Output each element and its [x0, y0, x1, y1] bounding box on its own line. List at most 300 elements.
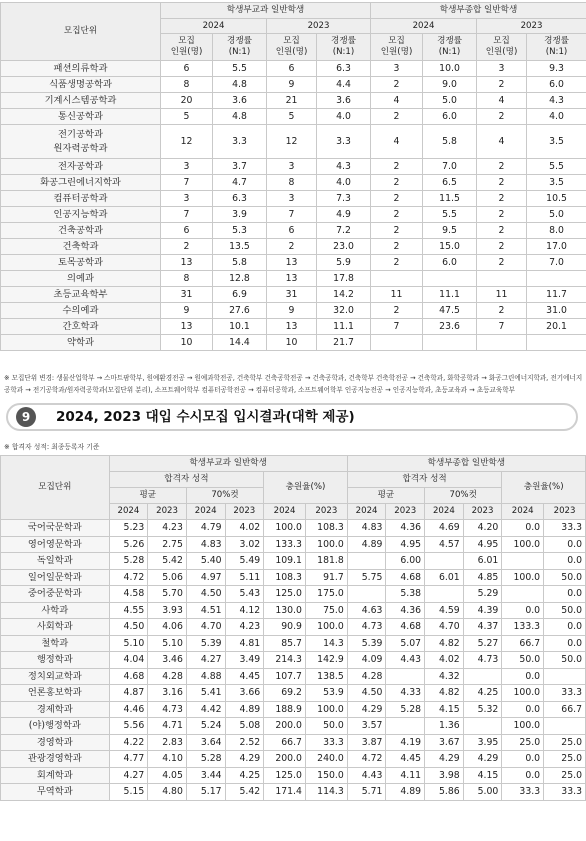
table-row	[1, 602, 586, 619]
recruit-count-cell: 2	[477, 109, 527, 125]
cut70-2024-cell: 4.59	[425, 602, 464, 619]
avg-2023-cell: 4.43	[386, 652, 425, 669]
competition-ratio-cell: 23.6	[423, 319, 477, 335]
recruit-count-cell: 2	[161, 239, 213, 255]
table-row	[1, 635, 586, 652]
table-row	[1, 335, 586, 351]
competition-ratio-cell: 4.0	[527, 109, 586, 125]
fill-rate-2024-cell: 130.0	[264, 602, 306, 619]
avg-2023-cell: 4.06	[148, 619, 187, 636]
cut70-2023-cell: 5.49	[225, 553, 264, 570]
fill-rate-2023-cell: 108.3	[305, 520, 347, 537]
avg-2024-cell: 4.22	[109, 734, 148, 751]
cut70-2024-cell: 4.50	[186, 586, 225, 603]
avg-2023-cell: 4.45	[386, 751, 425, 768]
avg-2023-cell: 5.38	[386, 586, 425, 603]
avg-2023-cell: 5.06	[148, 569, 187, 586]
avg-2023-cell	[386, 718, 425, 735]
fill-rate-2023-cell: 0.0	[544, 586, 586, 603]
department-name: 수의예과	[1, 303, 161, 319]
recruit-count-cell: 7	[161, 207, 213, 223]
avg-2023-cell: 4.36	[386, 520, 425, 537]
department-name: 토목공학과	[1, 255, 161, 271]
header-cut70: 70%컷	[425, 488, 502, 504]
fill-rate-2023-cell: 25.0	[544, 734, 586, 751]
recruit-count-cell: 13	[267, 319, 317, 335]
header-year-2024: 2024	[371, 19, 477, 34]
fill-rate-2023-cell	[544, 718, 586, 735]
fill-rate-2023-cell: 240.0	[305, 751, 347, 768]
table-row	[1, 536, 586, 553]
recruit-count-cell: 12	[267, 125, 317, 159]
fill-rate-2024-cell: 0.0	[502, 668, 544, 685]
header-group-gyogwa: 학생부교과 일반학생	[161, 3, 371, 19]
cut70-2024-cell: 4.27	[186, 652, 225, 669]
competition-ratio-cell: 4.7	[213, 175, 267, 191]
table-row	[1, 61, 586, 77]
recruit-count-cell: 6	[161, 223, 213, 239]
recruit-count-cell: 3	[161, 159, 213, 175]
avg-2023-cell: 4.33	[386, 685, 425, 702]
table-row	[1, 668, 586, 685]
avg-2023-cell: 4.71	[148, 718, 187, 735]
competition-ratio-cell	[423, 335, 477, 351]
header-recruit-count: 모집 인원(명)	[477, 34, 527, 61]
recruit-count-cell: 4	[477, 125, 527, 159]
competition-ratio-cell: 17.8	[317, 271, 371, 287]
recruit-count-cell: 9	[161, 303, 213, 319]
recruit-count-cell: 4	[371, 125, 423, 159]
table-row	[1, 77, 586, 93]
cut70-2024-cell: 3.44	[186, 767, 225, 784]
fill-rate-2024-cell: 200.0	[264, 751, 306, 768]
competition-ratio-cell: 3.7	[213, 159, 267, 175]
competition-ratio-cell: 5.5	[527, 159, 586, 175]
section-number: 9	[16, 407, 36, 427]
competition-ratio-cell: 8.0	[527, 223, 586, 239]
competition-ratio-cell: 4.0	[317, 175, 371, 191]
results-table-body	[1, 520, 586, 801]
cut70-2023-cell: 3.66	[225, 685, 264, 702]
fill-rate-2023-cell: 33.3	[305, 734, 347, 751]
cut70-2023-cell: 4.29	[463, 751, 502, 768]
header-year-2023: 2023	[148, 504, 187, 520]
avg-2023-cell: 3.46	[148, 652, 187, 669]
competition-ratio-cell: 3.6	[317, 93, 371, 109]
fill-rate-2024-cell: 100.0	[502, 569, 544, 586]
header-competition-ratio: 경쟁률 (N:1)	[527, 34, 586, 61]
cut70-2023-cell: 4.12	[225, 602, 264, 619]
table-row	[1, 553, 586, 570]
department-name: 언론홍보학과	[1, 685, 110, 702]
competition-ratio-cell: 6.9	[213, 287, 267, 303]
competition-ratio-cell: 5.5	[423, 207, 477, 223]
department-name: 초등교육학부	[1, 287, 161, 303]
fill-rate-2024-cell: 0.0	[502, 520, 544, 537]
cut70-2023-cell: 4.81	[225, 635, 264, 652]
cut70-2023-cell: 3.49	[225, 652, 264, 669]
cut70-2024-cell: 4.51	[186, 602, 225, 619]
competition-ratio-cell: 4.8	[213, 109, 267, 125]
avg-2024-cell	[347, 553, 386, 570]
avg-2024-cell: 5.10	[109, 635, 148, 652]
fill-rate-2023-cell: 50.0	[544, 569, 586, 586]
recruit-count-cell: 2	[371, 239, 423, 255]
cut70-2024-cell: 5.40	[186, 553, 225, 570]
competition-ratio-cell: 3.3	[317, 125, 371, 159]
competition-ratio-cell: 32.0	[317, 303, 371, 319]
recruit-count-cell: 31	[267, 287, 317, 303]
fill-rate-2024-cell	[502, 553, 544, 570]
department-name: 컴퓨터공학과	[1, 191, 161, 207]
competition-ratio-cell: 10.0	[423, 61, 477, 77]
header-year-2023: 2023	[305, 504, 347, 520]
fill-rate-2024-cell: 0.0	[502, 751, 544, 768]
table-row	[1, 125, 586, 159]
header-competition-ratio: 경쟁률 (N:1)	[213, 34, 267, 61]
avg-2023-cell: 3.93	[148, 602, 187, 619]
fill-rate-2023-cell: 50.0	[544, 602, 586, 619]
fill-rate-2024-cell: 0.0	[502, 602, 544, 619]
competition-ratio-cell: 15.0	[423, 239, 477, 255]
avg-2024-cell: 4.29	[347, 701, 386, 718]
fill-rate-2024-cell: 100.0	[264, 520, 306, 537]
avg-2023-cell: 5.07	[386, 635, 425, 652]
cut70-2024-cell: 4.69	[425, 520, 464, 537]
table-row	[1, 701, 586, 718]
competition-ratio-cell: 4.4	[317, 77, 371, 93]
cut70-2023-cell: 6.01	[463, 553, 502, 570]
competition-ratio-cell: 6.0	[423, 255, 477, 271]
recruit-count-cell: 10	[267, 335, 317, 351]
competition-ratio-cell: 9.0	[423, 77, 477, 93]
table-row	[1, 619, 586, 636]
fill-rate-2023-cell: 50.0	[544, 652, 586, 669]
recruit-count-cell: 8	[267, 175, 317, 191]
competition-ratio-cell: 7.0	[423, 159, 477, 175]
table-row	[1, 175, 586, 191]
department-name: 행정학과	[1, 652, 110, 669]
recruit-count-cell: 10	[161, 335, 213, 351]
competition-ratio-cell: 13.5	[213, 239, 267, 255]
recruit-count-cell: 21	[267, 93, 317, 109]
competition-ratio-cell: 4.0	[317, 109, 371, 125]
results-table-header	[1, 456, 586, 520]
avg-2024-cell: 4.72	[109, 569, 148, 586]
avg-2023-cell: 2.75	[148, 536, 187, 553]
avg-2024-cell: 5.75	[347, 569, 386, 586]
header-cut70: 70%컷	[186, 488, 263, 504]
header-unit: 모집단위	[1, 3, 161, 61]
recruit-count-cell: 7	[371, 319, 423, 335]
competition-table-body	[1, 61, 586, 351]
cut70-2024-cell: 4.15	[425, 701, 464, 718]
competition-ratio-cell: 7.2	[317, 223, 371, 239]
table-row	[1, 718, 586, 735]
recruit-count-cell: 5	[161, 109, 213, 125]
recruit-count-cell: 20	[161, 93, 213, 109]
department-name: 국어국문학과	[1, 520, 110, 537]
competition-ratio-cell: 14.2	[317, 287, 371, 303]
cut70-2024-cell: 6.01	[425, 569, 464, 586]
avg-2024-cell	[347, 586, 386, 603]
table-row	[1, 207, 586, 223]
cut70-2024-cell: 5.28	[186, 751, 225, 768]
competition-ratio-cell: 47.5	[423, 303, 477, 319]
cut70-2023-cell: 5.32	[463, 701, 502, 718]
competition-ratio-cell: 21.7	[317, 335, 371, 351]
avg-2024-cell: 4.04	[109, 652, 148, 669]
department-name: 일어일문학과	[1, 569, 110, 586]
cut70-2024-cell: 5.17	[186, 784, 225, 801]
competition-ratio-cell: 4.9	[317, 207, 371, 223]
header-year-2024: 2024	[186, 504, 225, 520]
cut70-2023-cell: 4.73	[463, 652, 502, 669]
header-year-2023: 2023	[544, 504, 586, 520]
competition-ratio-cell: 4.3	[317, 159, 371, 175]
fill-rate-2024-cell: 90.9	[264, 619, 306, 636]
competition-ratio-cell: 4.3	[527, 93, 586, 109]
fill-rate-2024-cell: 171.4	[264, 784, 306, 801]
competition-ratio-cell: 3.3	[213, 125, 267, 159]
avg-2024-cell: 4.50	[347, 685, 386, 702]
department-name: 철학과	[1, 635, 110, 652]
department-name: 사학과	[1, 602, 110, 619]
section-header	[6, 403, 578, 431]
department-name: 건축공학과	[1, 223, 161, 239]
recruit-count-cell: 7	[477, 319, 527, 335]
recruit-count-cell: 2	[371, 255, 423, 271]
header-competition-ratio: 경쟁률 (N:1)	[317, 34, 371, 61]
header-year-2024: 2024	[109, 504, 148, 520]
department-name: 전자공학과	[1, 159, 161, 175]
department-name: 전기공학과	[58, 128, 103, 140]
cut70-2024-cell: 5.24	[186, 718, 225, 735]
cut70-2024-cell: 4.42	[186, 701, 225, 718]
competition-ratio-cell: 11.5	[423, 191, 477, 207]
competition-ratio-cell: 5.9	[317, 255, 371, 271]
competition-ratio-cell: 7.3	[317, 191, 371, 207]
fill-rate-2024-cell: 100.0	[502, 718, 544, 735]
avg-2024-cell: 4.46	[109, 701, 148, 718]
header-year-2023: 2023	[386, 504, 425, 520]
competition-ratio-cell: 6.0	[527, 77, 586, 93]
fill-rate-2024-cell: 214.3	[264, 652, 306, 669]
department-name: 의예과	[1, 271, 161, 287]
table-row	[1, 319, 586, 335]
department-name: 식품생명공학과	[1, 77, 161, 93]
avg-2023-cell	[386, 668, 425, 685]
cut70-2023-cell: 5.11	[225, 569, 264, 586]
header-year-2023: 2023	[477, 19, 586, 34]
fill-rate-2024-cell: 100.0	[502, 536, 544, 553]
avg-2024-cell: 4.28	[347, 668, 386, 685]
department-name: (야)행정학과	[1, 718, 110, 735]
header-fill-rate: 충원율(%)	[264, 472, 348, 504]
avg-2023-cell: 2.83	[148, 734, 187, 751]
avg-2023-cell: 4.73	[148, 701, 187, 718]
competition-ratio-cell: 3.5	[527, 125, 586, 159]
recruit-count-cell: 2	[371, 109, 423, 125]
recruit-count-cell: 3	[267, 159, 317, 175]
header-score: 합격자 성적	[347, 472, 502, 488]
avg-2023-cell: 4.19	[386, 734, 425, 751]
table-row	[1, 93, 586, 109]
recruit-count-cell: 5	[267, 109, 317, 125]
competition-ratio-cell: 11.7	[527, 287, 586, 303]
fill-rate-2023-cell: 25.0	[544, 767, 586, 784]
avg-2024-cell: 5.71	[347, 784, 386, 801]
fill-rate-2023-cell: 91.7	[305, 569, 347, 586]
recruit-count-cell: 2	[267, 239, 317, 255]
recruit-count-cell: 2	[477, 191, 527, 207]
avg-2024-cell: 5.26	[109, 536, 148, 553]
cut70-2024-cell: 4.57	[425, 536, 464, 553]
fill-rate-2023-cell: 100.0	[305, 536, 347, 553]
fill-rate-2024-cell: 133.3	[264, 536, 306, 553]
recruit-count-cell: 6	[267, 61, 317, 77]
avg-2024-cell: 4.43	[347, 767, 386, 784]
fill-rate-2023-cell: 0.0	[544, 619, 586, 636]
department-name: 영어영문학과	[1, 536, 110, 553]
cut70-2024-cell: 4.70	[425, 619, 464, 636]
competition-ratio-cell: 23.0	[317, 239, 371, 255]
competition-ratio-cell: 5.0	[527, 207, 586, 223]
fill-rate-2024-cell: 66.7	[264, 734, 306, 751]
fill-rate-2024-cell: 25.0	[502, 734, 544, 751]
fill-rate-2024-cell: 0.0	[502, 767, 544, 784]
recruit-count-cell: 9	[267, 303, 317, 319]
recruit-count-cell: 9	[267, 77, 317, 93]
avg-2024-cell: 5.56	[109, 718, 148, 735]
recruit-count-cell: 2	[371, 223, 423, 239]
header-recruit-count: 모집 인원(명)	[371, 34, 423, 61]
competition-ratio-cell: 7.0	[527, 255, 586, 271]
competition-ratio-cell: 10.5	[527, 191, 586, 207]
cut70-2023-cell: 4.45	[225, 668, 264, 685]
avg-2023-cell: 5.10	[148, 635, 187, 652]
cut70-2024-cell: 4.97	[186, 569, 225, 586]
table-row	[1, 191, 586, 207]
cut70-2023-cell: 4.25	[463, 685, 502, 702]
fill-rate-2023-cell: 142.9	[305, 652, 347, 669]
avg-2023-cell: 4.95	[386, 536, 425, 553]
table-row	[1, 569, 586, 586]
department-cell	[1, 125, 161, 159]
fill-rate-2024-cell: 50.0	[502, 652, 544, 669]
cut70-2023-cell: 4.89	[225, 701, 264, 718]
header-year-2024: 2024	[425, 504, 464, 520]
fill-rate-2024-cell: 188.9	[264, 701, 306, 718]
table-row	[1, 751, 586, 768]
table-row	[1, 685, 586, 702]
competition-ratio-cell: 17.0	[527, 239, 586, 255]
score-basis-note: ※ 합격자 성적: 최종등록자 기준	[4, 443, 100, 451]
cut70-2024-cell: 4.02	[425, 652, 464, 669]
recruit-count-cell: 6	[267, 223, 317, 239]
avg-2024-cell: 5.39	[347, 635, 386, 652]
recruit-count-cell: 4	[477, 93, 527, 109]
department-name: 회계학과	[1, 767, 110, 784]
fill-rate-2023-cell: 75.0	[305, 602, 347, 619]
cut70-2023-cell: 4.23	[225, 619, 264, 636]
avg-2024-cell: 3.87	[347, 734, 386, 751]
avg-2023-cell: 5.28	[386, 701, 425, 718]
avg-2023-cell: 4.36	[386, 602, 425, 619]
recruit-count-cell: 3	[371, 61, 423, 77]
competition-ratio-cell: 11.1	[423, 287, 477, 303]
cut70-2023-cell: 4.15	[463, 767, 502, 784]
cut70-2023-cell	[463, 668, 502, 685]
table-row	[1, 767, 586, 784]
department-name: 사회학과	[1, 619, 110, 636]
recruit-count-cell	[371, 335, 423, 351]
avg-2024-cell: 4.27	[109, 767, 148, 784]
fill-rate-2023-cell: 0.0	[544, 536, 586, 553]
fill-rate-2023-cell	[544, 668, 586, 685]
recruit-count-cell: 2	[371, 77, 423, 93]
table-row	[1, 652, 586, 669]
recruit-count-cell: 2	[371, 175, 423, 191]
fill-rate-2023-cell: 0.0	[544, 553, 586, 570]
avg-2023-cell: 4.28	[148, 668, 187, 685]
competition-ratio-cell: 10.1	[213, 319, 267, 335]
recruit-count-cell: 13	[161, 255, 213, 271]
results-table	[0, 455, 586, 801]
competition-ratio-cell	[423, 271, 477, 287]
avg-2024-cell: 4.63	[347, 602, 386, 619]
fill-rate-2024-cell	[502, 586, 544, 603]
table-row	[1, 734, 586, 751]
recruit-count-cell: 7	[267, 207, 317, 223]
avg-2023-cell: 3.16	[148, 685, 187, 702]
fill-rate-2024-cell: 100.0	[502, 685, 544, 702]
cut70-2024-cell: 3.64	[186, 734, 225, 751]
competition-ratio-cell: 4.8	[213, 77, 267, 93]
competition-ratio-cell: 3.5	[527, 175, 586, 191]
header-group-jonghap: 학생부종합 일반학생	[371, 3, 586, 19]
fill-rate-2024-cell: 125.0	[264, 767, 306, 784]
cut70-2024-cell: 4.82	[425, 635, 464, 652]
table-row	[1, 239, 586, 255]
competition-table	[0, 2, 586, 351]
header-group-jonghap: 학생부종합 일반학생	[347, 456, 585, 472]
avg-2024-cell: 4.55	[109, 602, 148, 619]
avg-2023-cell: 5.42	[148, 553, 187, 570]
competition-ratio-cell: 5.3	[213, 223, 267, 239]
cut70-2024-cell: 4.88	[186, 668, 225, 685]
recruit-count-cell: 31	[161, 287, 213, 303]
fill-rate-2024-cell: 66.7	[502, 635, 544, 652]
recruit-count-cell: 2	[477, 175, 527, 191]
table-row	[1, 271, 586, 287]
recruit-count-cell: 13	[267, 255, 317, 271]
header-group-gyogwa: 학생부교과 일반학생	[109, 456, 347, 472]
recruit-count-cell: 2	[477, 207, 527, 223]
recruit-count-cell: 11	[477, 287, 527, 303]
department-change-note: ※ 모집단위 변경: 생물산업학부 → 스마트팜학부, 원예환경전공 → 원예과학전공, 건축학부 건축공학전공 → 건축공학과, 건축학부 건축학전공 → 건축학과, 화학공학과 → 화공그린에너지학과, 전기에너지공학과 → 전기공학과/원자력공학과(모집단위 분리), 소프트웨어학부 컴퓨터공학전공 → 컴퓨터공학과, 소프트웨어학부 인공지능전공 → 인공지능학과, 초등교육과 → 초등교육학부	[4, 374, 583, 394]
cut70-2023-cell: 4.37	[463, 619, 502, 636]
department-name: 중어중문학과	[1, 586, 110, 603]
recruit-count-cell: 2	[371, 191, 423, 207]
department-name: 인공지능학과	[1, 207, 161, 223]
fill-rate-2023-cell: 33.3	[544, 520, 586, 537]
competition-ratio-cell: 5.0	[423, 93, 477, 109]
avg-2023-cell: 4.89	[386, 784, 425, 801]
recruit-count-cell	[477, 335, 527, 351]
avg-2024-cell: 4.89	[347, 536, 386, 553]
table-row	[1, 287, 586, 303]
